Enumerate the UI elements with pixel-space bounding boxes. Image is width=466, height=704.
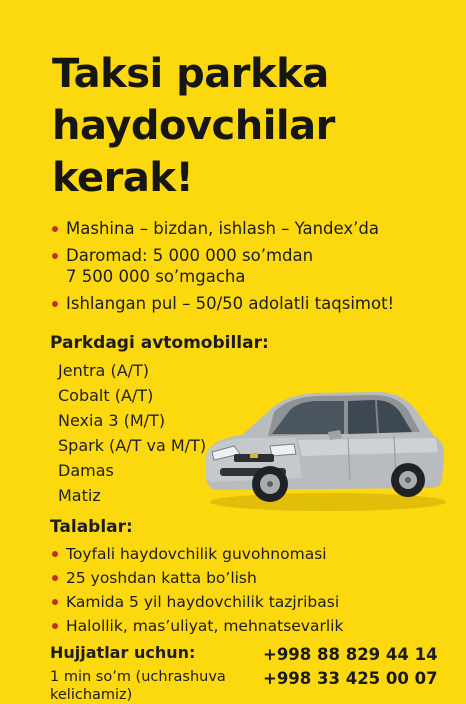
car-item: Nexia 3 (M/T) bbox=[58, 411, 166, 430]
car-item: Spark (A/T va M/T) bbox=[58, 436, 207, 455]
phone-number[interactable]: +998 33 425 00 07 bbox=[263, 669, 438, 688]
car-item: Cobalt (A/T) bbox=[58, 386, 154, 405]
benefit-text: Ishlangan pul – 50/50 adolatli taqsimot! bbox=[66, 294, 395, 313]
car-item: Damas bbox=[58, 461, 114, 480]
cars-list bbox=[58, 358, 206, 508]
title-line: haydovchilar bbox=[52, 103, 335, 149]
benefit-item bbox=[50, 293, 460, 314]
documents-heading: Hujjatlar uchun: bbox=[50, 643, 196, 662]
cars-heading: Parkdagi avtomobillar: bbox=[50, 333, 269, 353]
car-image bbox=[198, 380, 448, 515]
requirement-item: Toyfali haydovchilik guvohnomasi bbox=[50, 542, 460, 566]
requirement-item: Kamida 5 yil haydovchilik tazjribasi bbox=[50, 590, 460, 614]
benefits-list bbox=[50, 218, 460, 320]
benefit-text: Daromad: 5 000 000 so’mdan bbox=[66, 246, 314, 265]
car-item: Jentra (A/T) bbox=[58, 361, 150, 380]
benefit-text: 7 500 000 so’mgacha bbox=[66, 267, 246, 286]
requirement-item: 25 yoshdan katta bo’lish bbox=[50, 566, 460, 590]
phone-number[interactable]: +998 88 829 44 14 bbox=[263, 645, 438, 664]
benefit-text: Mashina – bizdan, ishlash – Yandex’da bbox=[66, 219, 379, 238]
title-line: kerak! bbox=[52, 155, 194, 201]
requirements-heading: Talablar: bbox=[50, 517, 133, 537]
benefit-item bbox=[50, 245, 460, 287]
requirement-item: Halollik, mas’uliyat, mehnatsevarlik bbox=[50, 614, 460, 638]
requirements-list bbox=[50, 542, 460, 638]
benefit-item bbox=[50, 218, 460, 239]
phone-list bbox=[263, 643, 438, 691]
documents-text: 1 min so’m (uchrashuva kelichamiz) bbox=[50, 669, 226, 703]
flyer-title bbox=[52, 48, 452, 204]
title-line: Taksi parkka bbox=[52, 51, 329, 97]
car-item: Matiz bbox=[58, 486, 101, 505]
